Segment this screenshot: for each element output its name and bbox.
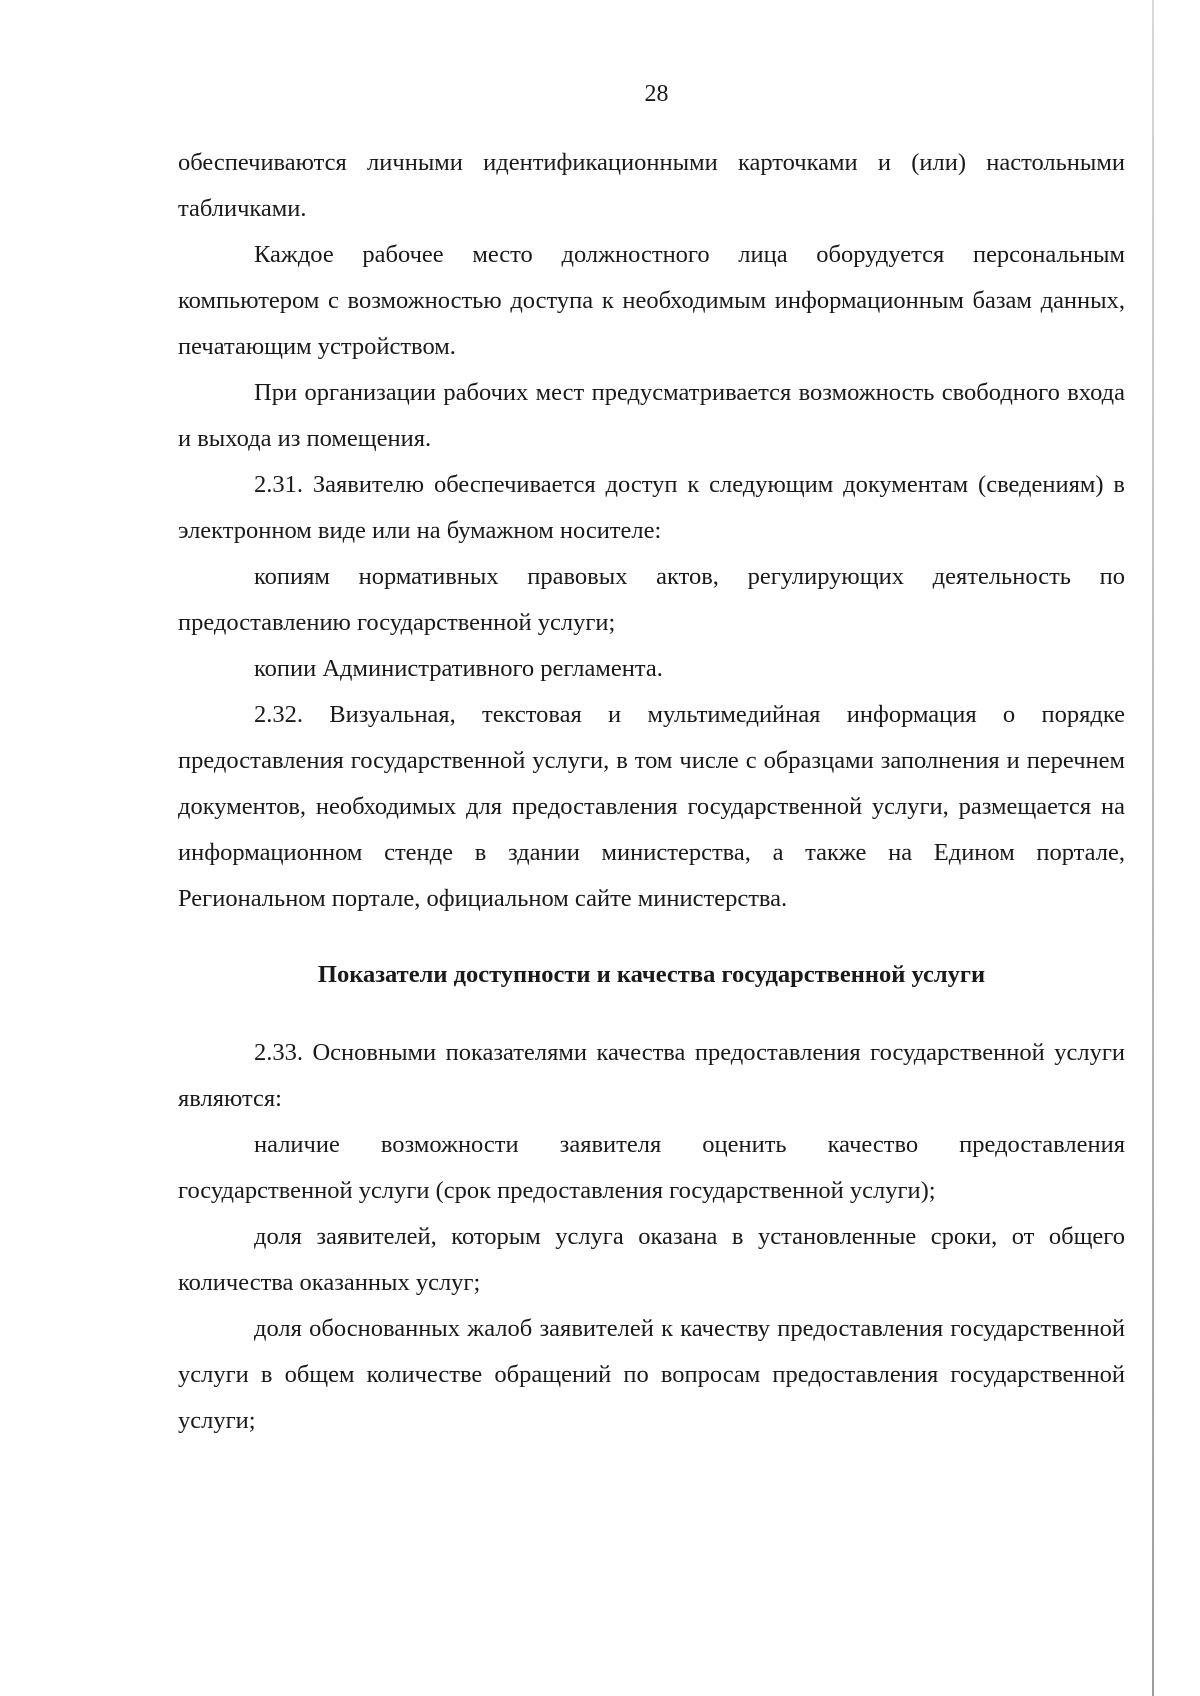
document-body <box>178 140 1125 1444</box>
paragraph: доля обоснованных жалоб заявителей к качеству предоставления государственной услуги в общем количестве обращений по вопросам предоставления государственной услуги; <box>178 1315 1125 1434</box>
section-heading: Показатели доступности и качества государственной услуги <box>317 961 986 988</box>
paragraph: При организации рабочих мест предусматривается возможность свободного входа и выхода из помещения. <box>178 379 1125 452</box>
paragraph: копиям нормативных правовых актов, регулирующих деятельность по предоставлению государственной услуги; <box>178 563 1125 636</box>
paragraph: доля заявителей, которым услуга оказана в установленные сроки, от общего количества оказанных услуг; <box>178 1223 1125 1296</box>
scan-edge-line <box>1152 0 1154 1696</box>
paragraph: наличие возможности заявителя оценить качество предоставления государственной услуги (срок предоставления государственной услуги); <box>178 1131 1125 1204</box>
page-number: 28 <box>644 81 669 107</box>
paragraph: копии Административного регламента. <box>254 655 663 682</box>
paragraph: 2.33. Основными показателями качества предоставления государственной услуги являются: <box>178 1039 1125 1112</box>
paragraph: обеспечиваются личными идентификационными карточками и (или) настольными табличками. <box>178 149 1125 222</box>
paragraph: 2.31. Заявителю обеспечивается доступ к следующим документам (сведениям) в электронном виде или на бумажном носителе: <box>178 471 1125 544</box>
section-before-heading <box>178 140 1125 922</box>
paragraph: 2.32. Визуальная, текстовая и мультимедийная информация о порядке предоставления государственной услуги, в том числе с образцами заполнения и перечнем документов, необходимых для предоставления государственной услуги, размещается на информационном стенде в здании министерства, а также на Едином портале, Региональном портале, официальном сайте министерства. <box>178 701 1125 912</box>
paragraph: Каждое рабочее место должностного лица оборудуется персональным компьютером с возможностью доступа к необходимым информационным базам данных, печатающим устройством. <box>178 241 1125 360</box>
section-after-heading <box>178 1030 1125 1444</box>
